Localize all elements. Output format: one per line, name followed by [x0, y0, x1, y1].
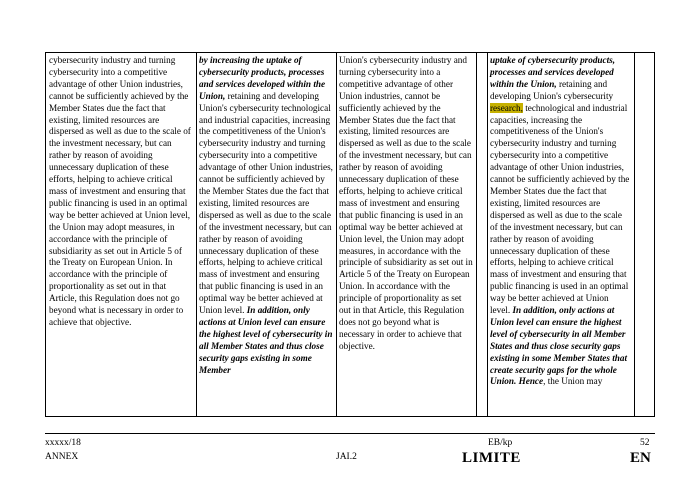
text-run: cybersecurity industry and turning cybersecurity into a competitive advantage of other Union industries, cannot be sufficiently achieved by the Member States due the fact that existing, limited resources are dispersed as well as due to the scale of the investment necessary, but can rather by reason of avoiding unnecessary duplication of these efforts, helping to achieve critical mass of investment and ensuring that public financing is used in an optimal way be better achieved at Union level, the Union may adopt measures, in accordance with the principle of subsidiarity as set out in Article 5 of the Treaty on European Union. In accordance with the principle of proportionality as set out in that Article, this Regulation does not go beyond what is necessary in order to achieve that objective. [49, 55, 191, 327]
text-run: Union's cybersecurity industry and turning cybersecurity into a competitive advantage of other Union industries, cannot be sufficiently achieved by the Member States due the fact that existing, limited resources are dispersed as well as due to the scale of the investment necessary, but can rather by reason of avoiding unnecessary duplication of these efforts, helping to achieve critical mass of investment and ensuring that public financing is used in an optimal way be better achieved at Union level, the Union may adopt measures, in accordance with the principle of subsidiarity as set out in Article 5 of the Treaty on European Union. In accordance with the principle of proportionality as set out in that Article, this Regulation does not go beyond what is necessary in order to achieve that objective. [339, 55, 473, 351]
text-run: retaining and developing Union's cybersecurity technological and industrial capacities, increasing the competitiveness of the Union's cybersecurity industry and turning cybersecurity into a competitive advantage of other Union industries, cannot be sufficiently achieved by the Member States due the fact that existing, limited resources are dispersed as well as due to the scale of the investment necessary, but can rather by reason of avoiding unnecessary duplication of these efforts, helping to achieve critical mass of investment and ensuring that public financing is used in an optimal way be better achieved at Union level. [199, 90, 333, 316]
table-cell-col1 [46, 53, 196, 416]
footer-initials: EB/kp [488, 438, 513, 448]
table-cell-col2 [196, 53, 336, 416]
table-cell-col4 [476, 53, 487, 416]
limite-stamp: LIMITE [462, 450, 521, 466]
text-run: , the Union may [543, 376, 603, 387]
page-number: 52 [640, 438, 650, 448]
text-run: by increasing the uptake of cybersecurity products, processes and services developed within the Union, [199, 55, 326, 101]
table-cell-col6 [634, 53, 654, 416]
footer-divider [45, 433, 655, 434]
text-run: technological and industrial capacities, increasing the competitiveness of the Union's cybersecurity industry and turning cybersecurity into a competitive advantage of other Union industries, cannot be sufficiently achieved by the Member States due the fact that existing, limited resources are dispersed as well as due to the scale of the investment necessary, but can rather by reason of avoiding unnecessary duplication of these efforts, helping to achieve critical mass of investment and ensuring that public financing is used in an optimal way be better achieved at Union level. [490, 102, 630, 316]
table-cell-col5 [487, 53, 634, 416]
language-code: EN [630, 450, 651, 466]
table-cell-col3 [336, 53, 476, 416]
text-run: retaining and developing Union's cybersecurity [490, 78, 614, 101]
footer-doc-ref: xxxxx/18 [45, 438, 81, 448]
highlighted-text: research, [490, 102, 523, 113]
text-run: In addition, only actions at Union level can ensure the highest level of cybersecurity in all Member States and thus close security gaps existing in some Member [199, 305, 333, 375]
text-run: uptake of cybersecurity products, processes and services developed within the Union, [490, 55, 616, 89]
document-table [45, 52, 655, 417]
footer-annex: ANNEX [45, 452, 79, 462]
text-run: In addition, only actions at Union level can ensure the highest level of cybersecurity in all Member States and thus close security gaps existing in some Member States that create security gaps for the whole Union. Hence [490, 305, 628, 387]
footer-jai: JAI.2 [336, 452, 357, 462]
